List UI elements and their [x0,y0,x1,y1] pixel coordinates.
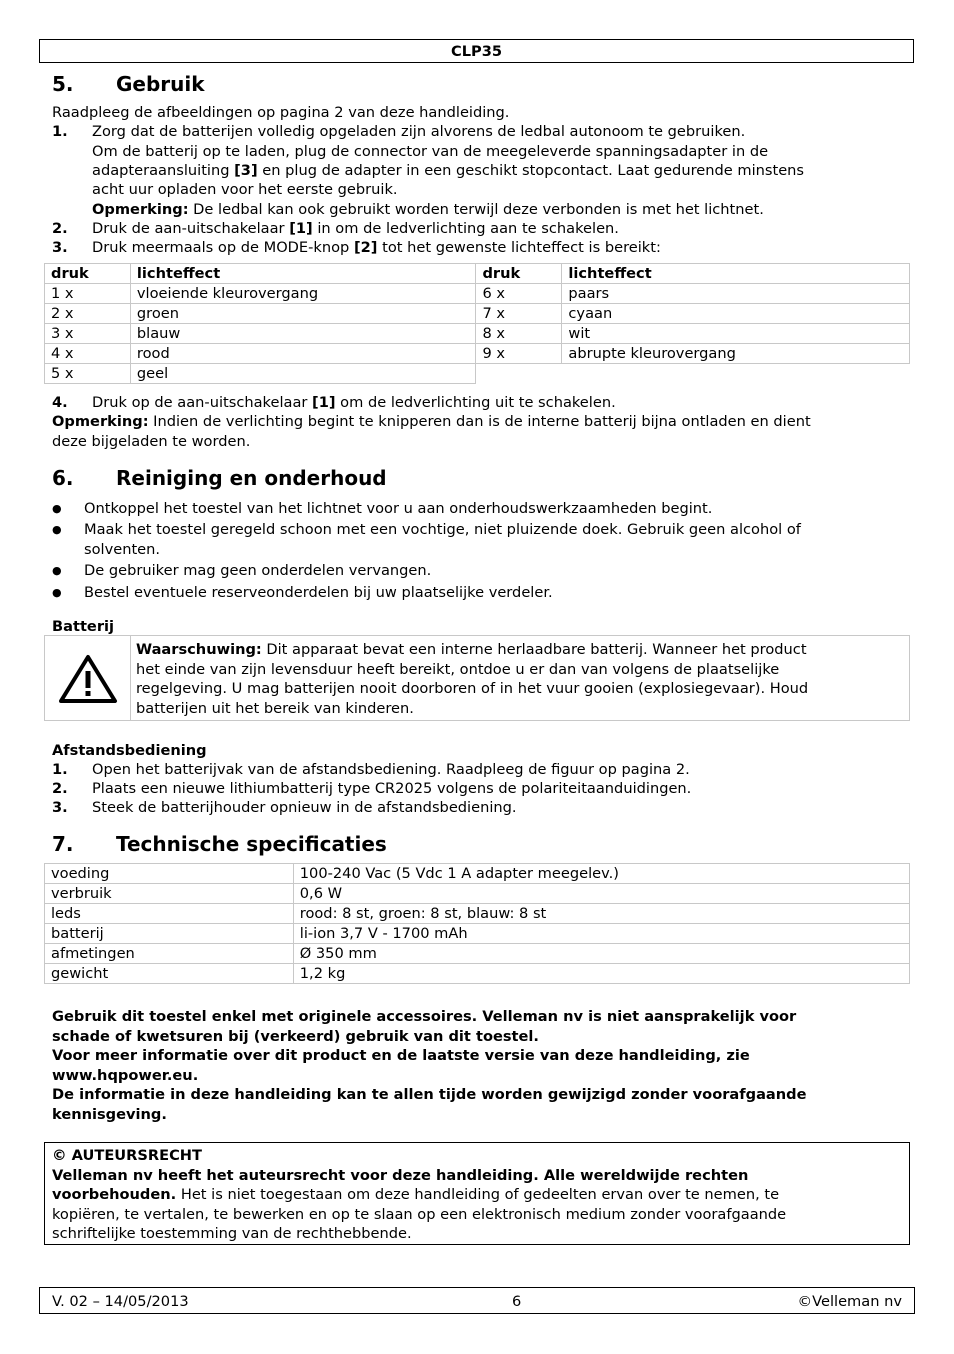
reference-marker: [1] [289,220,313,237]
warning-triangle-icon [58,654,118,704]
table-header-row [45,264,910,284]
spec-row [45,924,910,944]
section-title: Technische specificaties [116,832,387,856]
note-label: Opmerking: [92,201,189,218]
list-item-text: Ontkoppel het toestel van het lichtnet voor u aan onderhoudswerkzaamheden begint. [84,500,713,517]
table-cell: groen [130,304,476,324]
text-segment: adapteraansluiting [92,162,235,179]
step-text [92,238,917,258]
warning-line: regelgeving. U mag batterijen nooit doorboren of in het vuur gooien (explosiegevaar). Houd [136,680,809,697]
table-row [45,364,910,384]
step-text: acht uur opladen voor het eerste gebruik. [92,181,398,198]
step-number: 3. [52,799,68,816]
section-number: 5. [52,72,74,96]
battery-note [52,412,912,432]
spec-label: batterij [45,924,294,944]
copyright-line: schriftelijke toestemming van de rechthebbende. [52,1225,412,1242]
table-cell [476,364,562,384]
warning-icon-cell [45,636,131,720]
table-cell [562,364,910,384]
spec-row [45,864,910,884]
section-6-heading [52,466,387,490]
spec-value: 1,2 kg [293,964,909,984]
reference-marker: [1] [312,394,336,411]
text-segment: Dit apparaat bevat een interne herlaadbare batterij. Wanneer het product [261,641,807,658]
table-cell: abrupte kleurovergang [562,344,910,364]
spec-row [45,964,910,984]
column-header: lichteffect [562,264,910,284]
list-item-text: Bestel eventuele reserveonderdelen bij uw plaatselijke verdeler. [84,584,553,601]
section-number: 6. [52,466,74,490]
bullet-icon: ● [52,523,62,536]
bullet-icon: ● [52,564,62,577]
text-segment: Druk de aan-uitschakelaar [92,220,290,237]
step-number: 2. [52,780,68,797]
text-segment: Indien de verlichting begint te knipperen dan is de interne batterij bijna ontladen en dient [148,413,811,430]
text-segment: in om de ledverlichting aan te schakelen. [312,220,619,237]
spec-row [45,904,910,924]
table-cell: 6 x [476,284,562,304]
table-cell: 5 x [45,364,131,384]
copyright-line [52,1185,902,1205]
step-text: Plaats een nieuwe lithiumbatterij type CR2025 volgens de polariteitaanduidingen. [92,780,692,797]
table-row [45,304,910,324]
column-header: lichteffect [130,264,476,284]
text-segment: om de ledverlichting uit te schakelen. [335,394,616,411]
table-cell: vloeiende kleurovergang [130,284,476,304]
step-text: Steek de batterijhouder opnieuw in de afstandsbediening. [92,799,517,816]
spec-value: Ø 350 mm [293,944,909,964]
spec-label: afmetingen [45,944,294,964]
list-item-text: solventen. [84,541,161,558]
section-5-intro: Raadpleeg de afbeeldingen op pagina 2 van deze handleiding. [52,104,510,121]
table-cell: 8 x [476,324,562,344]
step-number: 1. [52,761,68,778]
text-segment: De ledbal kan ook gebruikt worden terwijl deze verbonden is met het lichtnet. [188,201,764,218]
spec-value: li-ion 3,7 V - 1700 mAh [293,924,909,944]
note-label: Opmerking: [52,413,149,430]
page-number: 6 [512,1293,522,1310]
table-cell: paars [562,284,910,304]
step-number: 1. [52,123,68,140]
text-segment: en plug de adapter in een geschikt stopcontact. Laat gedurende minstens [257,162,805,179]
disclaimer-line: Gebruik dit toestel enkel met originele accessoires. Velleman nv is niet aansprakelijk voor [52,1008,797,1025]
bullet-icon: ● [52,586,62,599]
disclaimer-line: Voor meer informatie over dit product en de laatste versie van deze handleiding, zie [52,1047,750,1064]
step-number: 2. [52,220,68,237]
list-item-text: De gebruiker mag geen onderdelen vervangen. [84,562,432,579]
spec-label: voeding [45,864,294,884]
table-cell: rood [130,344,476,364]
page-footer [39,1287,915,1314]
disclaimer-line: schade of kwetsuren bij (verkeerd) gebruik van dit toestel. [52,1027,539,1045]
header-model: CLP35 [39,39,914,63]
table-row [45,344,910,364]
step-text [92,219,917,239]
website-link[interactable]: www.hqpower.eu. [52,1066,199,1084]
text-segment: Druk meermaals op de MODE-knop [92,239,354,256]
table-cell: 1 x [45,284,131,304]
footer-company: ©Velleman nv [797,1293,902,1310]
copyright-line: Velleman nv heeft het auteursrecht voor deze handleiding. Alle wereldwijde rechten [52,1166,749,1184]
column-header: druk [45,264,131,284]
table-row [45,284,910,304]
specs-table [44,863,910,984]
disclaimer-line: De informatie in deze handleiding kan te allen tijde worden gewijzigd zonder voorafgaande [52,1086,807,1103]
table-cell: blauw [130,324,476,344]
section-5-heading [52,72,205,96]
spec-value: 100-240 Vac (5 Vdc 1 A adapter meegelev.) [293,864,909,884]
section-7-heading [52,832,387,856]
table-cell: 3 x [45,324,131,344]
table-cell: geel [130,364,476,384]
table-cell: 7 x [476,304,562,324]
table-cell: 4 x [45,344,131,364]
step-text [92,161,917,181]
disclaimer-line: kennisgeving. [52,1105,167,1123]
step-text: Zorg dat de batterijen volledig opgeladen zijn alvorens de ledbal autonoom te gebruiken. [92,123,746,140]
reference-marker: [3] [234,162,258,179]
table-cell: 2 x [45,304,131,324]
battery-heading: Batterij [52,618,115,635]
warning-line: batterijen uit het bereik van kinderen. [136,699,414,717]
section-title: Gebruik [116,72,205,96]
spec-row [45,944,910,964]
text-segment: voorbehouden. [52,1186,177,1203]
spec-label: leds [45,904,294,924]
battery-note-line-2: deze bijgeladen te worden. [52,433,251,450]
spec-label: verbruik [45,884,294,904]
disclaimer [52,1007,912,1124]
spec-label: gewicht [45,964,294,984]
table-row [45,324,910,344]
reference-marker: [2] [353,239,378,256]
spec-value: rood: 8 st, groen: 8 st, blauw: 8 st [293,904,909,924]
step-text [92,393,917,413]
text-segment: tot het gewenste lichteffect is bereikt: [377,239,661,256]
spec-value: 0,6 W [293,884,909,904]
list-item-text: Maak het toestel geregeld schoon met een vochtige, niet pluizende doek. Gebruik geen alcohol of [84,521,801,538]
battery-warning-box [44,635,910,721]
table-cell: 9 x [476,344,562,364]
bullet-icon: ● [52,502,62,515]
warning-line [136,640,906,660]
note-text [92,200,917,220]
remote-heading: Afstandsbediening [52,742,207,759]
section-title: Reiniging en onderhoud [116,466,387,490]
warning-text [136,640,906,718]
light-effects-table [44,263,910,384]
step-text: Om de batterij op te laden, plug de connector van de meegeleverde spanningsadapter in de [92,143,769,160]
step-text: Open het batterijvak van de afstandsbediening. Raadpleeg de figuur op pagina 2. [92,761,690,778]
copyright-line: kopiëren, te vertalen, te bewerken en op te slaan op een elektronisch medium zonder voorafgaande [52,1205,787,1223]
footer-version: V. 02 – 14/05/2013 [52,1293,189,1310]
section-number: 7. [52,832,74,856]
copyright-title: © AUTEURSRECHT [52,1147,202,1164]
table-cell: wit [562,324,910,344]
warning-line: het einde van zijn levensduur heeft bereikt, ontdoe u er dan van volgens de plaatselijke [136,660,780,678]
text-segment: Druk op de aan-uitschakelaar [92,394,313,411]
column-header: druk [476,264,562,284]
table-cell: cyaan [562,304,910,324]
copyright-text [52,1146,902,1244]
step-number: 4. [52,394,68,411]
copyright-box [44,1142,910,1245]
step-number: 3. [52,239,68,256]
text-segment: Het is niet toegestaan om deze handleiding of gedeelten ervan over te nemen, te [176,1186,780,1203]
warning-label: Waarschuwing: [136,641,262,658]
spec-row [45,884,910,904]
